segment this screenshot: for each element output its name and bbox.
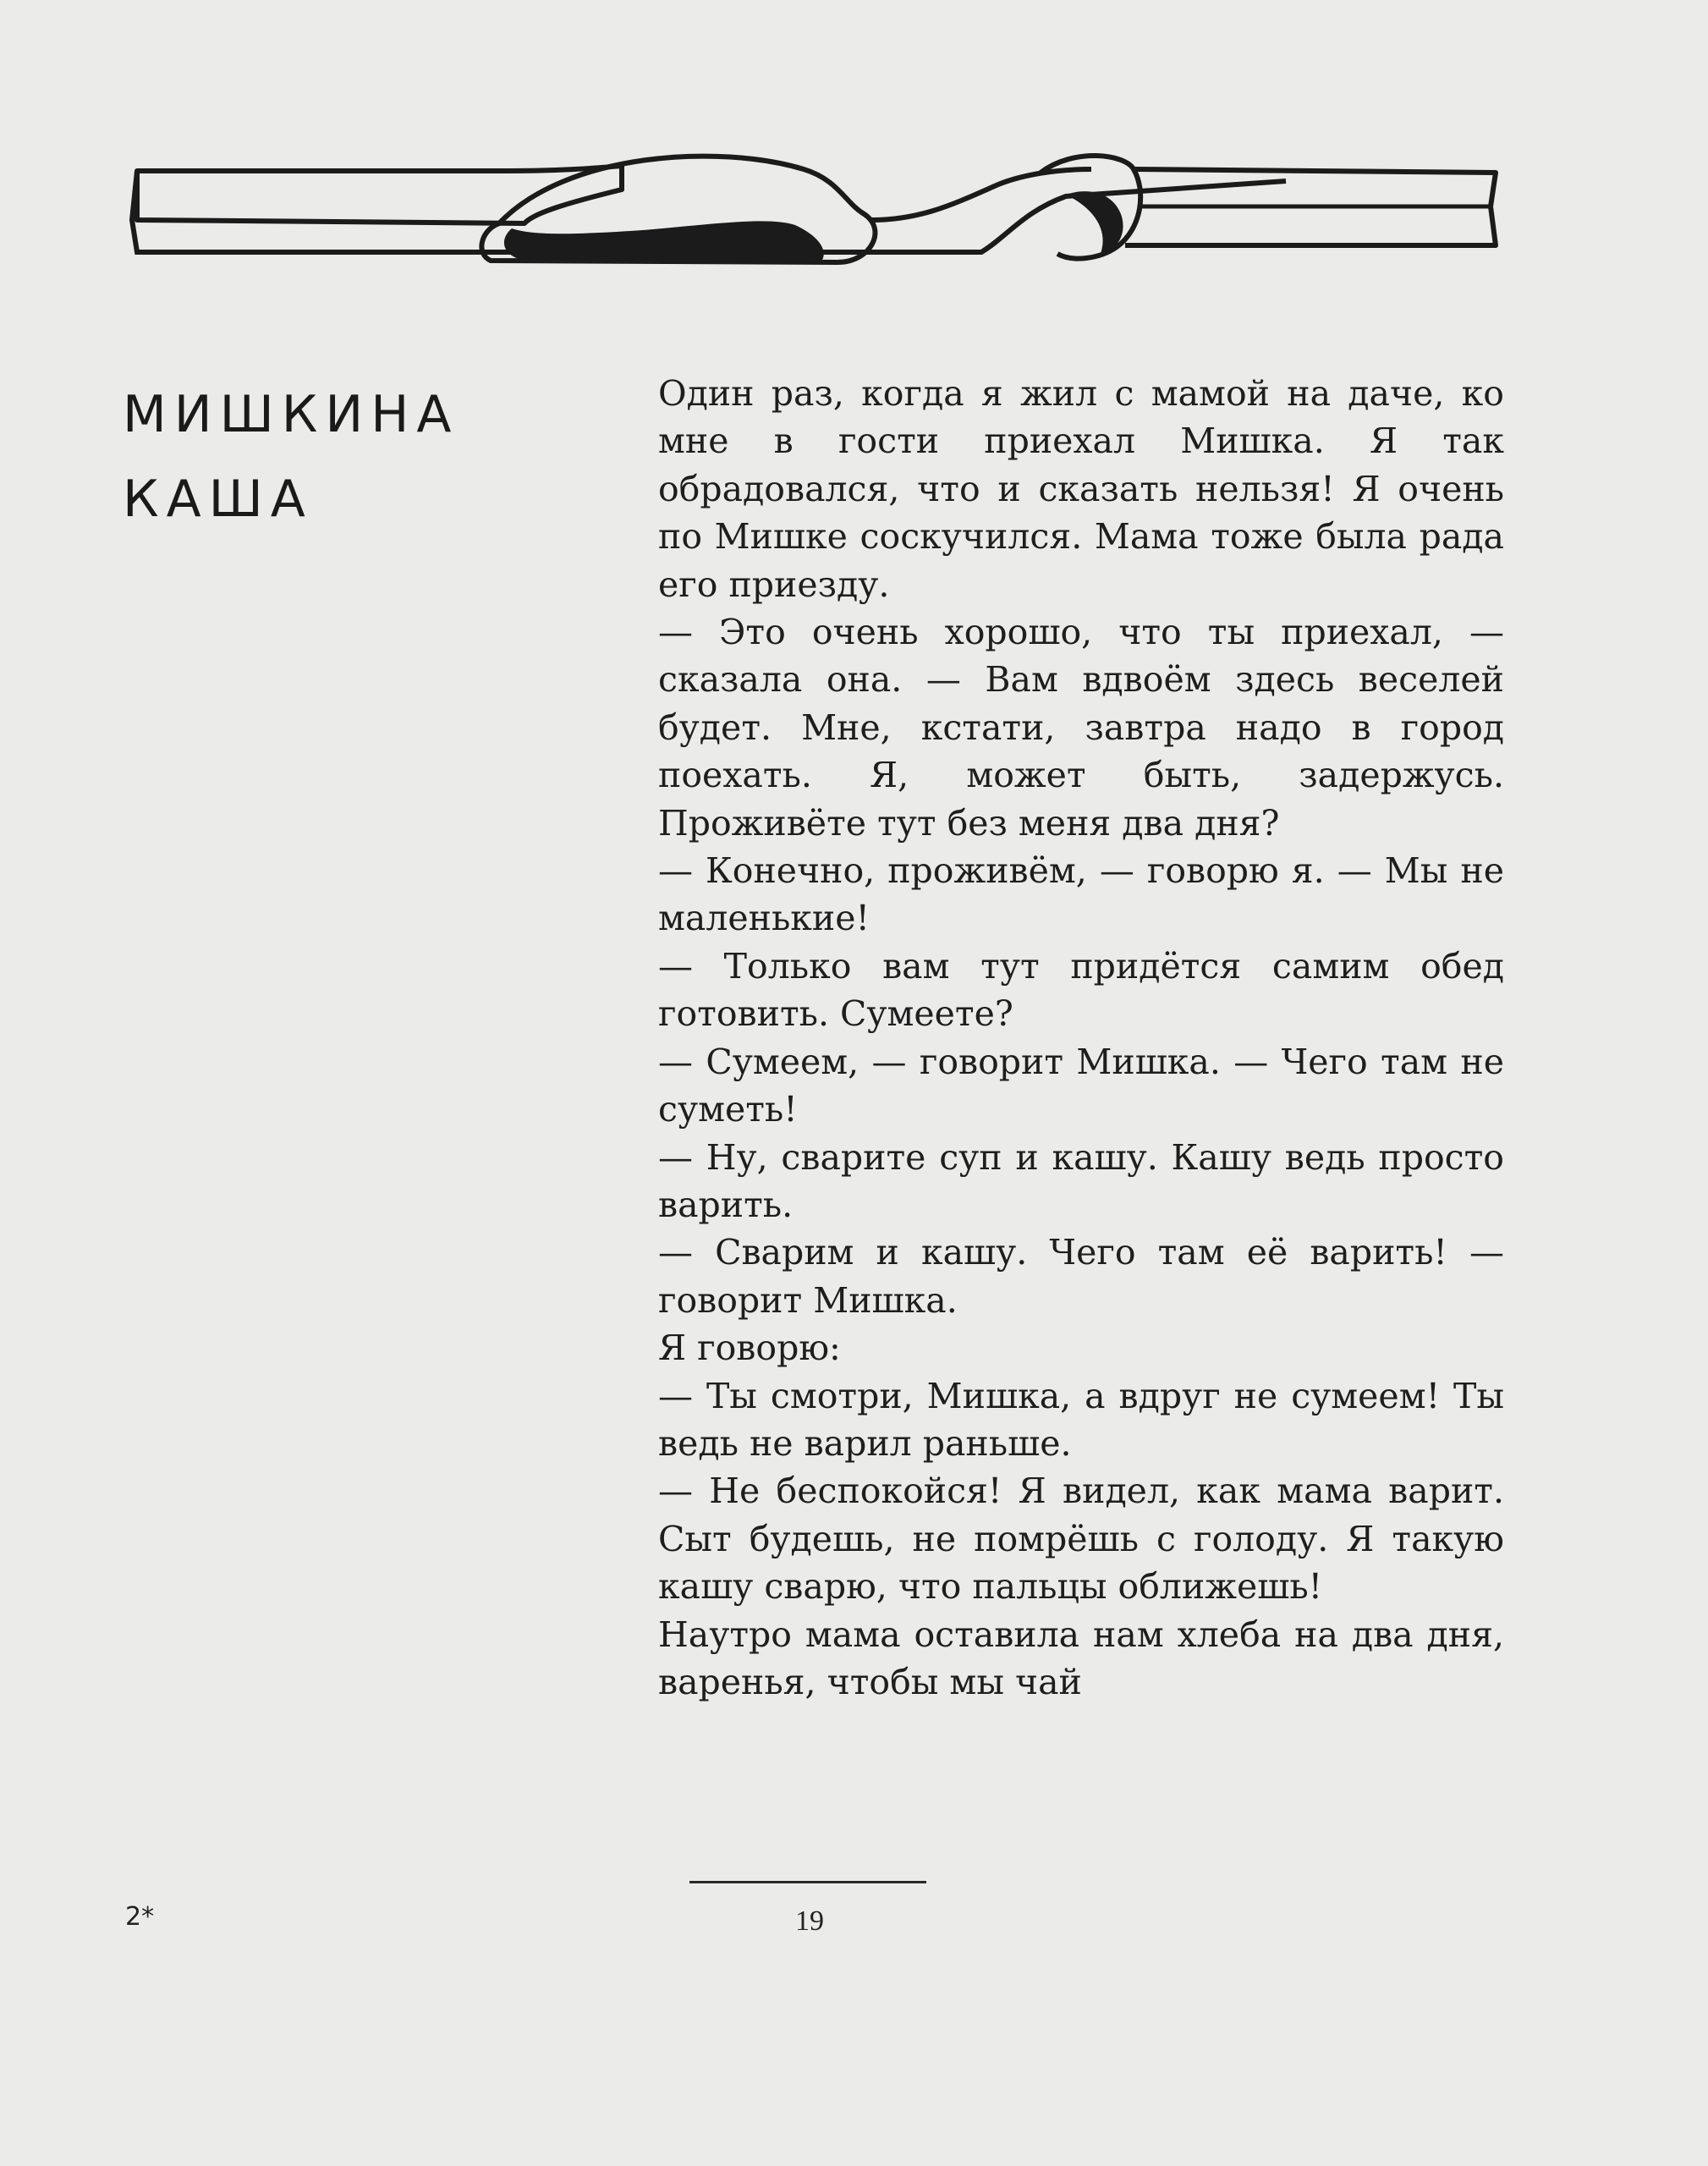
paragraph: Один раз, когда я жил с мамой на даче, ко мне в гости приехал Мишка. Я так обрадовался, что и сказать нельзя! Я очень по Мишке соскучился. Мама тоже была рада его приезду.	[658, 373, 1504, 605]
ribbon-ornament	[127, 135, 1506, 305]
story-title	[123, 372, 529, 542]
paragraph: — Сварим и кашу. Чего там её варить! — говорит Мишка.	[658, 1232, 1504, 1321]
paragraph: Я говорю:	[658, 1328, 841, 1369]
paragraph: Наутро мама оставила нам хлеба на два дня, варенья, чтобы мы чай	[658, 1614, 1504, 1702]
paragraph: — Конечно, проживём, — говорю я. — Мы не маленькие!	[658, 850, 1504, 939]
paragraph: — Это очень хорошо, что ты приехал, — сказала она. — Вам вдвоём здесь веселей будет. Мне, кстати, завтра надо в город поехать. Я, может быть, задержусь. Проживёте тут без меня два дня?	[658, 612, 1504, 844]
story-text	[658, 370, 1504, 1706]
signature-mark: 2*	[125, 1902, 155, 1932]
paragraph: — Только вам тут придётся самим обед готовить. Сумеете?	[658, 945, 1504, 1035]
title-line-2: КАША	[123, 470, 313, 529]
title-line-1: МИШКИНА	[123, 385, 459, 444]
footer-rule	[689, 1881, 926, 1883]
paragraph: — Ты смотри, Мишка, а вдруг не сумеем! Ты ведь не варил раньше.	[658, 1375, 1504, 1464]
paragraph: — Ну, сварите суп и кашу. Кашу ведь просто варить.	[658, 1136, 1504, 1225]
paragraph: — Сумеем, — говорит Мишка. — Чего там не суметь!	[658, 1041, 1504, 1130]
paragraph: — Не беспокойся! Я видел, как мама варит. Сыт будешь, не помрёшь с голоду. Я такую кашу сварю, что пальцы оближешь!	[658, 1471, 1504, 1608]
page-number: 19	[795, 1905, 824, 1937]
